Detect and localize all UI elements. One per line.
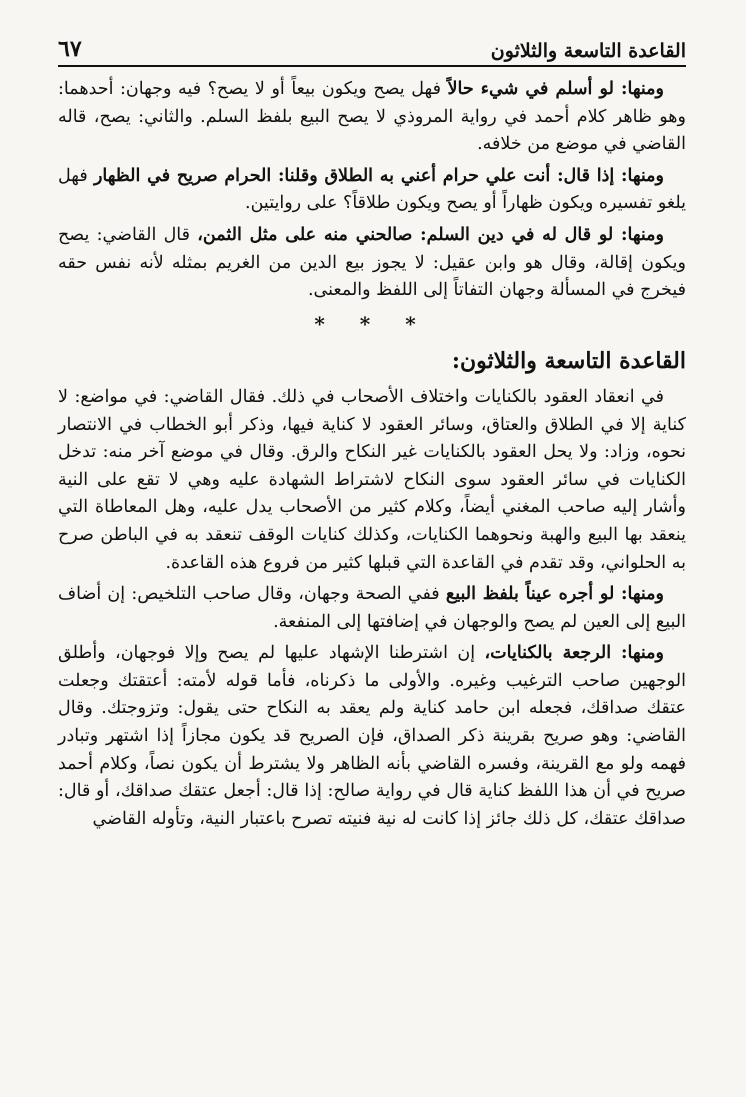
paragraph-text: إن اشترطنا الإشهاد عليها لم يصح وإلا فوجهان، وأطلق الوجهين صاحب الترغيب وغيره. والأولى ما ذكرناه، فأما قوله لأمته: أعتقتك وجعلت عتقك صداقك، فجعله ابن حامد كناية ولم يعقد به النكاح حتى يقول: وتزوجتك. وقال القاضي: وهو صريح بقرينة ذكر الصداق، فإن الصريح قد يكون مجازاً إذا اشتهر وتبادر فهمه ولو مع القرينة، وفسره القاضي بأنه الظاهر ولا يشترط أن يكون نصاً، وكلام أحمد صريح في أن هذا اللفظ كناية قال في رواية صالح: إذا قال: أجعل عتقك صداقك، أو قال: صداقك عتقك، كل ذلك جائز إذا كانت له نية فنيته تصرح باعتبار النية، وتأوله القاضي — [58, 643, 686, 829]
paragraph — [58, 581, 686, 636]
page-body — [58, 76, 686, 837]
paragraph — [58, 384, 686, 577]
paragraph-lead: ومنها: الرجعة بالكنايات، — [484, 643, 664, 664]
paragraph — [58, 76, 686, 159]
paragraph — [58, 640, 686, 833]
paragraph-text: فهل يصح ويكون بيعاً أو لا يصح؟ فيه وجهان: أحدهما: وهو ظاهر كلام أحمد في رواية المروذي لا يصح البيع بلفظ السلم. والثاني: يصح، قاله القاضي في موضع من خلافه. — [58, 79, 686, 155]
paragraph-lead: ومنها: لو أسلم في شيء حالاً — [447, 79, 664, 99]
paragraph-lead: ومنها: لو قال له في دين السلم: صالحني منه على مثل الثمن، — [197, 224, 664, 245]
running-title: القاعدة التاسعة والثلاثون — [490, 40, 686, 62]
paragraph-text: قال القاضي: يصح ويكون إقالة، وقال هو وابن عقيل: لا يجوز بيع الدين من الغريم بمثله لأنه نفس حقه فيخرج في المسألة وجهان التفاتاً إلى اللفظ والمعنى. — [58, 224, 686, 301]
paragraph-text: في انعقاد العقود بالكنايات واختلاف الأصحاب في ذلك. فقال القاضي: في مواضع: لا كناية إلا في الطلاق والعتاق، وسائر العقود لا كناية فيها، وذكر أبو الخطاب في الانتصار نحوه، وزاد: ولا يحل العقود بالكنايات غير النكاح والرق. وقال في موضع آخر منه: تدخل الكنايات في سائر العقود سوى النكاح لاشتراط الشهادة عليه وهي لا تقع على النية وأشار إليه صاحب المغني أيضاً، وكلام كثير من الأصحاب يدل عليه، وهل المعاطاة التي ينعقد بها البيع والهبة ونحوهما الكنايات، وكذلك كنايات الوقف تنعقد به في الباطن صرح به الحلواني، وقد تقدم في القاعدة التي قبلها كثير من فروع هذه القاعدة. — [58, 386, 686, 573]
page-number: ٦٧ — [58, 36, 82, 62]
paragraph-lead: ومنها: لو أجره عيناً بلفظ البيع — [445, 584, 664, 605]
paragraph-text: ففي الصحة وجهان، وقال صاحب التلخيص: إن أضاف البيع إلى العين لم يصح والوجهان في إضافتها إلى المنفعة. — [58, 584, 686, 632]
paragraph — [58, 222, 686, 305]
paragraph-lead: ومنها: إذا قال: أنت علي حرام أعني به الطلاق وقلنا: الحرام صريح في الظهار — [93, 165, 664, 186]
section-separator: * * * — [314, 311, 430, 336]
paragraph-text: فهل يلغو تفسيره ويكون ظهاراً أو يصح ويكون طلاقاً؟ على روايتين. — [58, 165, 686, 214]
page-header — [58, 26, 686, 67]
paragraph — [58, 163, 686, 218]
section-title: القاعدة التاسعة والثلاثون: — [451, 348, 686, 375]
